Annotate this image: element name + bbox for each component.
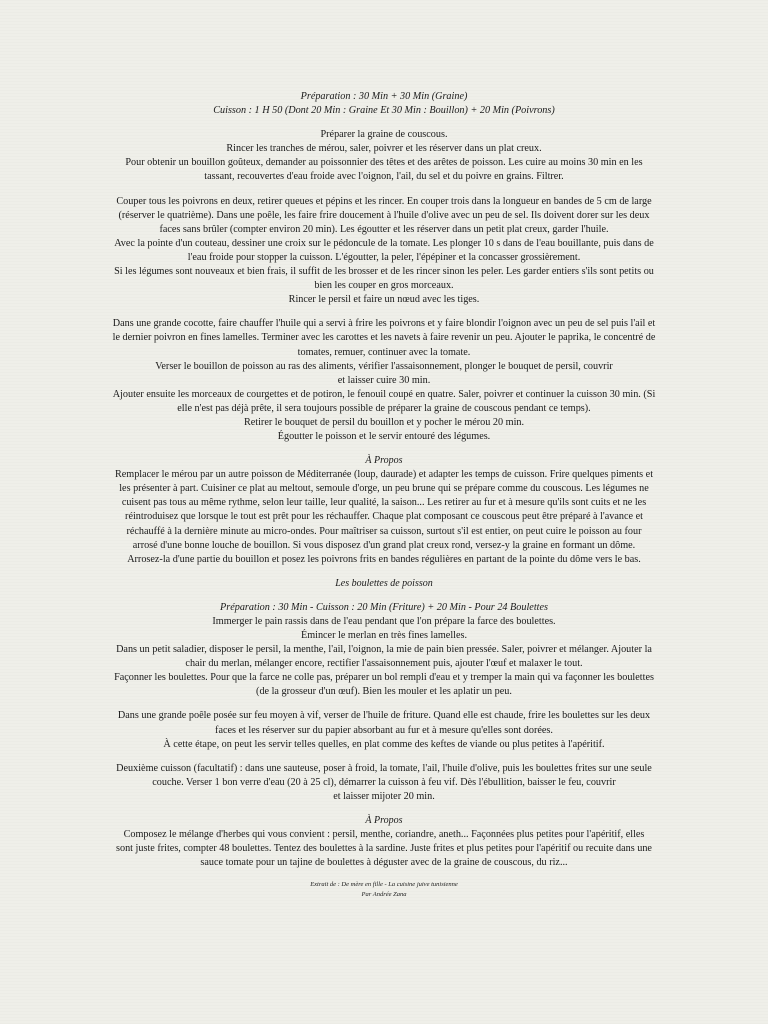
text-line: couche. Verser 1 bon verre d'eau (20 à 25 cl), démarrer la cuisson à feu vif. Dès l'ébullition, baisser le feu, couvrir bbox=[152, 776, 616, 788]
boulettes-title: Les boulettes de poisson bbox=[335, 577, 433, 589]
text-line: Façonner les boulettes. Pour que la farce ne colle pas, préparer un bol rempli d'eau et y tremper la main qui va façonner les boulettes bbox=[114, 672, 654, 684]
text-line: Retirer le bouquet de persil du bouillon et y pocher le mérou 20 min. bbox=[243, 416, 525, 428]
paragraph-farce bbox=[60, 615, 708, 700]
text-line: Préparer la graine de couscous. bbox=[320, 129, 448, 141]
text-line: réchauffé à la dernière minute au micro-ondes. Pour maîtriser sa cuisson, surtout s'il est entier, on peut cuire le poisson au four bbox=[126, 525, 642, 537]
text-line: sont juste frites, compter 48 boulettes. Tentez des boulettes à la sardine. Juste frites et plus petites pour l'apéritif ou recuite dans une bbox=[116, 843, 652, 855]
text-line: À cette étape, on peut les servir telles quelles, en plat comme des keftes de viande ou plus petites à l'apéritif. bbox=[163, 738, 605, 750]
text-line: Couper tous les poivrons en deux, retirer queues et pépins et les rincer. En couper trois dans la longueur en bandes de 5 cm de large bbox=[116, 195, 652, 207]
source-credit: Extrait de : De mère en fille - La cuisine juive tunisienne bbox=[310, 881, 458, 889]
text-line: Rincer les tranches de mérou, saler, poivrer et les réserver dans un plat creux. bbox=[226, 143, 542, 155]
prep-time: Préparation : 30 Min + 30 Min (Graine) bbox=[300, 91, 468, 102]
text-line: Ajouter ensuite les morceaux de courgettes et de potiron, le fenouil coupé en quatre. Saler, poivrer et continuer la cuisson 30 min. (Si bbox=[112, 388, 656, 400]
text-line: les présenter à part. Cuisiner ce plat au meltout, semoule d'orge, un peu brune qui se prépare comme du couscous. Les légumes ne bbox=[119, 483, 649, 495]
text-line: Égoutter le poisson et le servir entouré des légumes. bbox=[277, 431, 491, 443]
text-line: faces sans brûler (compter environ 20 min). Les égoutter et les réserver dans un petit plat creux, garder l'huile. bbox=[159, 223, 609, 235]
paragraph-friture bbox=[60, 709, 708, 751]
text-line: cuisent pas tous au même rythme, selon leur taille, leur qualité, la saison... Les retirer au fur et à mesure qu'ils sont cuits et ne les bbox=[121, 497, 647, 509]
text-line: réintroduisez que lorsque le tout est prêt pour les réchauffer. Chaque plat composant ce couscous peut être préparé à l'avance et bbox=[125, 511, 643, 523]
text-line: faces et les réserver sur du papier absorbant au fur et à mesure qu'elles sont dorées. bbox=[215, 724, 553, 736]
text-line: Émincer le merlan en très fines lamelles. bbox=[300, 630, 468, 641]
text-line: Immerger le pain rassis dans de l'eau pendant que l'on prépare la farce des boulettes. bbox=[212, 615, 556, 627]
text-line: Rincer le persil et faire un nœud avec les tiges. bbox=[288, 294, 480, 306]
text-line: Dans une grande cocotte, faire chauffer l'huile qui a servi à frire les poivrons et y faire blondir l'oignon avec un peu de sel puis l'ail et bbox=[112, 318, 656, 330]
text-line: tassant, recouvertes d'eau froide avec l'oignon, l'ail, du sel et du poivre en grains. Filtrer. bbox=[204, 171, 564, 183]
apropos-title-2: À Propos bbox=[365, 815, 403, 827]
text-line: elle n'est pas déjà prête, il sera toujours possible de préparer la graine de couscous pendant ce temps). bbox=[177, 402, 591, 414]
text-line: Composez le mélange d'herbes qui vous convient : persil, menthe, coriandre, aneth... Façonnées plus petites pour l'apéritif, elles bbox=[123, 829, 645, 841]
text-line: Avec la pointe d'un couteau, dessiner une croix sur le pédoncule de la tomate. Les plonger 10 s dans de l'eau bouillante, puis dans de bbox=[114, 237, 654, 249]
text-line: l'eau froide pour stopper la cuisson. L'égoutter, la peler, l'épépiner et la concasser grossièrement. bbox=[187, 251, 581, 263]
text-line: Si les légumes sont nouveaux et bien frais, il suffit de les brosser et de les rincer sinon les peler. Les garder entiers s'ils sont petits ou bbox=[114, 266, 654, 278]
text-line: et laisser cuire 30 min. bbox=[337, 374, 431, 386]
text-line: chair du merlan, mélanger encore, rectifier l'assaisonnement puis, ajouter l'œuf et malaxer le tout. bbox=[185, 658, 583, 670]
text-line: sauce tomate pour un tajine de boulettes à déguster avec de la graine de couscous, du riz... bbox=[200, 857, 568, 869]
author-credit: Par Andrée Zana bbox=[361, 891, 407, 899]
text-line: tomates, remuer, continuer avec la tomate. bbox=[297, 346, 471, 358]
text-line: Arrosez-la d'une partie du bouillon et posez les poivrons frits en bandes régulières en partant de la pointe du dôme vers le bas. bbox=[127, 553, 641, 565]
apropos-paragraph-2 bbox=[60, 828, 708, 870]
paragraph-graine bbox=[60, 128, 708, 184]
paragraph-deuxieme-cuisson bbox=[60, 762, 708, 804]
text-line: Dans un petit saladier, disposer le persil, la menthe, l'ail, l'oignon, la mie de pain bien pressée. Saler, poivrer et mélanger. Ajouter la bbox=[116, 644, 652, 656]
paragraph-cocotte bbox=[60, 317, 708, 444]
paragraph-poivrons bbox=[60, 195, 708, 308]
text-line: (réserver le quatrième). Dans une poêle, les faire frire doucement à l'huile d'olive avec un peu de sel. Ils doivent dorer sur les deux bbox=[118, 209, 650, 221]
text-line: Verser le bouillon de poisson au ras des aliments, vérifier l'assaisonnement, plonger le bouquet de persil, couvrir bbox=[155, 360, 613, 372]
boulettes-prep-time: Préparation : 30 Min - Cuisson : 20 Min (Friture) + 20 Min - Pour 24 Boulettes bbox=[220, 601, 548, 613]
apropos-paragraph bbox=[60, 468, 708, 567]
text-line: bien les couper en gros morceaux. bbox=[314, 280, 454, 292]
text-line: Remplacer le mérou par un autre poisson de Méditerranée (loup, daurade) et adapter les temps de cuisson. Frire quelques piments et bbox=[114, 469, 654, 481]
text-line: Deuxième cuisson (facultatif) : dans une sauteuse, poser à froid, la tomate, l'ail, l'huile d'olive, puis les boulettes frites sur une seule bbox=[116, 762, 652, 774]
text-line: le dernier poivron en fines lamelles. Terminer avec les carottes et les navets à faire revenir un peu. Ajouter le paprika, le concentré de bbox=[112, 332, 656, 344]
cooking-time: Cuisson : 1 H 50 (Dont 20 Min : Graine Et 30 Min : Bouillon) + 20 Min (Poivrons) bbox=[213, 105, 555, 117]
text-line: Pour obtenir un bouillon goûteux, demander au poissonnier des têtes et des arêtes de poisson. Les cuire au moins 30 min en les bbox=[125, 157, 643, 169]
text-line: Dans une grande poêle posée sur feu moyen à vif, verser de l'huile de friture. Quand elle est chaude, frire les boulettes sur les deux bbox=[117, 710, 651, 722]
apropos-title: À Propos bbox=[365, 455, 403, 467]
text-line: (de la grosseur d'un œuf). Bien les mouler et les aplatir un peu. bbox=[256, 686, 512, 698]
text-line: arrosé d'une bonne louche de bouillon. Si vous disposez d'un grand plat creux rond, versez-y la graine en formant un dôme. bbox=[132, 539, 636, 551]
text-line: et laisser mijoter 20 min. bbox=[333, 790, 435, 802]
